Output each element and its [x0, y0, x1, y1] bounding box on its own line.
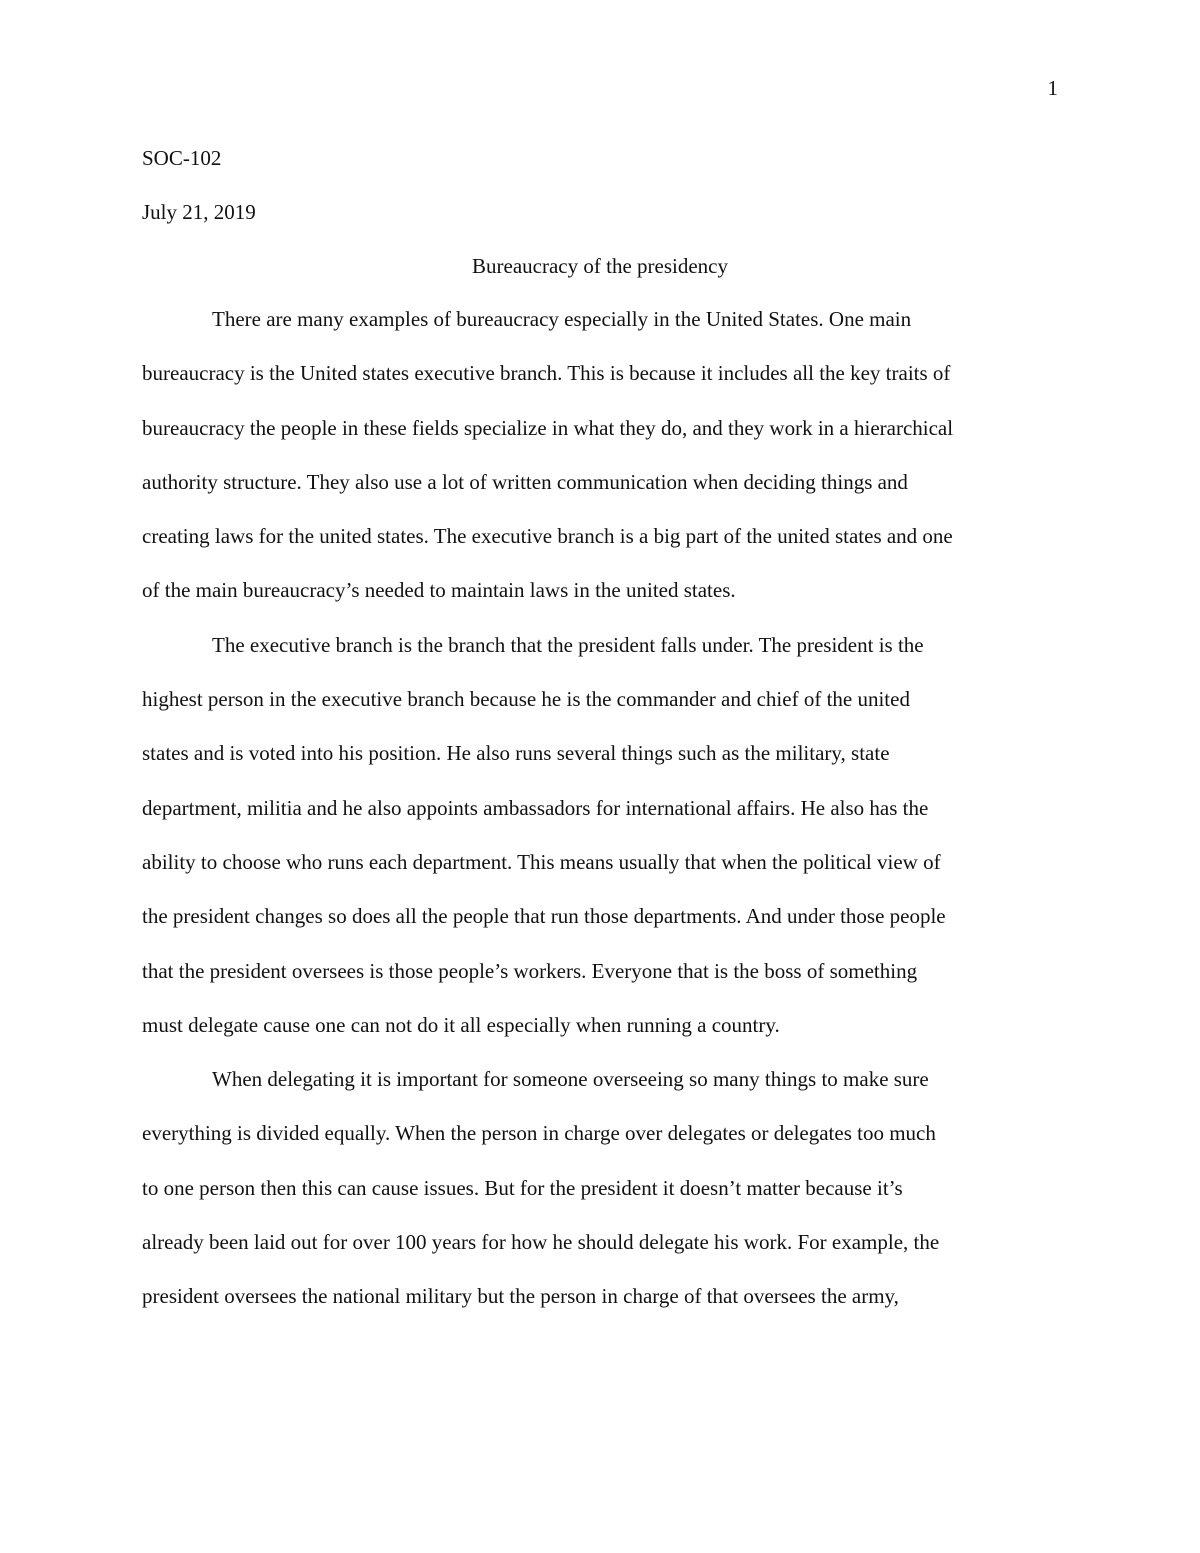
paragraph-2-line-3: states and is voted into his position. He also runs several things such as the military, state — [142, 741, 890, 766]
paragraph-3-line-2: everything is divided equally. When the person in charge over delegates or delegates too much — [142, 1121, 936, 1146]
paragraph-1-line-3: bureaucracy the people in these fields specialize in what they do, and they work in a hierarchical — [142, 415, 954, 440]
paragraph-2-line-4: department, militia and he also appoints ambassadors for international affairs. He also has the — [142, 795, 929, 820]
paragraph-2-line-6: the president changes so does all the people that run those departments. And under those people — [142, 904, 946, 929]
paragraph-3-line-5: president oversees the national military but the person in charge of that oversees the army, — [142, 1284, 899, 1309]
document-date: July 21, 2019 — [142, 200, 256, 224]
paragraph-3-line-3: to one person then this can cause issues. But for the president it doesn’t matter because it’s — [142, 1175, 903, 1200]
body-text — [142, 292, 1058, 1324]
page-number: 1 — [1047, 76, 1058, 100]
paragraph-2-line-7: that the president oversees is those people’s workers. Everyone that is the boss of something — [142, 958, 918, 983]
paragraph-2-line-5: ability to choose who runs each department. This means usually that when the political view of — [142, 849, 941, 874]
paragraph-2-line-2: highest person in the executive branch because he is the commander and chief of the united — [142, 687, 910, 712]
paragraph-1-line-4: authority structure. They also use a lot of written communication when deciding things and — [142, 469, 908, 494]
paragraph-1-line-2: bureaucracy is the United states executive branch. This is because it includes all the key traits of — [142, 361, 951, 386]
paragraph-3-line-4: already been laid out for over 100 years for how he should delegate his work. For example, the — [142, 1230, 940, 1255]
document-title: Bureaucracy of the presidency — [472, 254, 728, 278]
paragraph-2-line-1: The executive branch is the branch that the president falls under. The president is the — [212, 632, 924, 657]
paragraph-3-line-1: When delegating it is important for someone overseeing so many things to make sure — [212, 1067, 929, 1092]
paragraph-1-line-6: of the main bureaucracy’s needed to maintain laws in the united states. — [142, 578, 736, 603]
paragraph-1-line-1: There are many examples of bureaucracy especially in the United States. One main — [212, 307, 912, 331]
course-code: SOC-102 — [142, 146, 222, 170]
paragraph-1-line-5: creating laws for the united states. The executive branch is a big part of the united states and one — [142, 524, 953, 549]
paragraph-2-line-8: must delegate cause one can not do it all especially when running a country. — [142, 1012, 780, 1037]
